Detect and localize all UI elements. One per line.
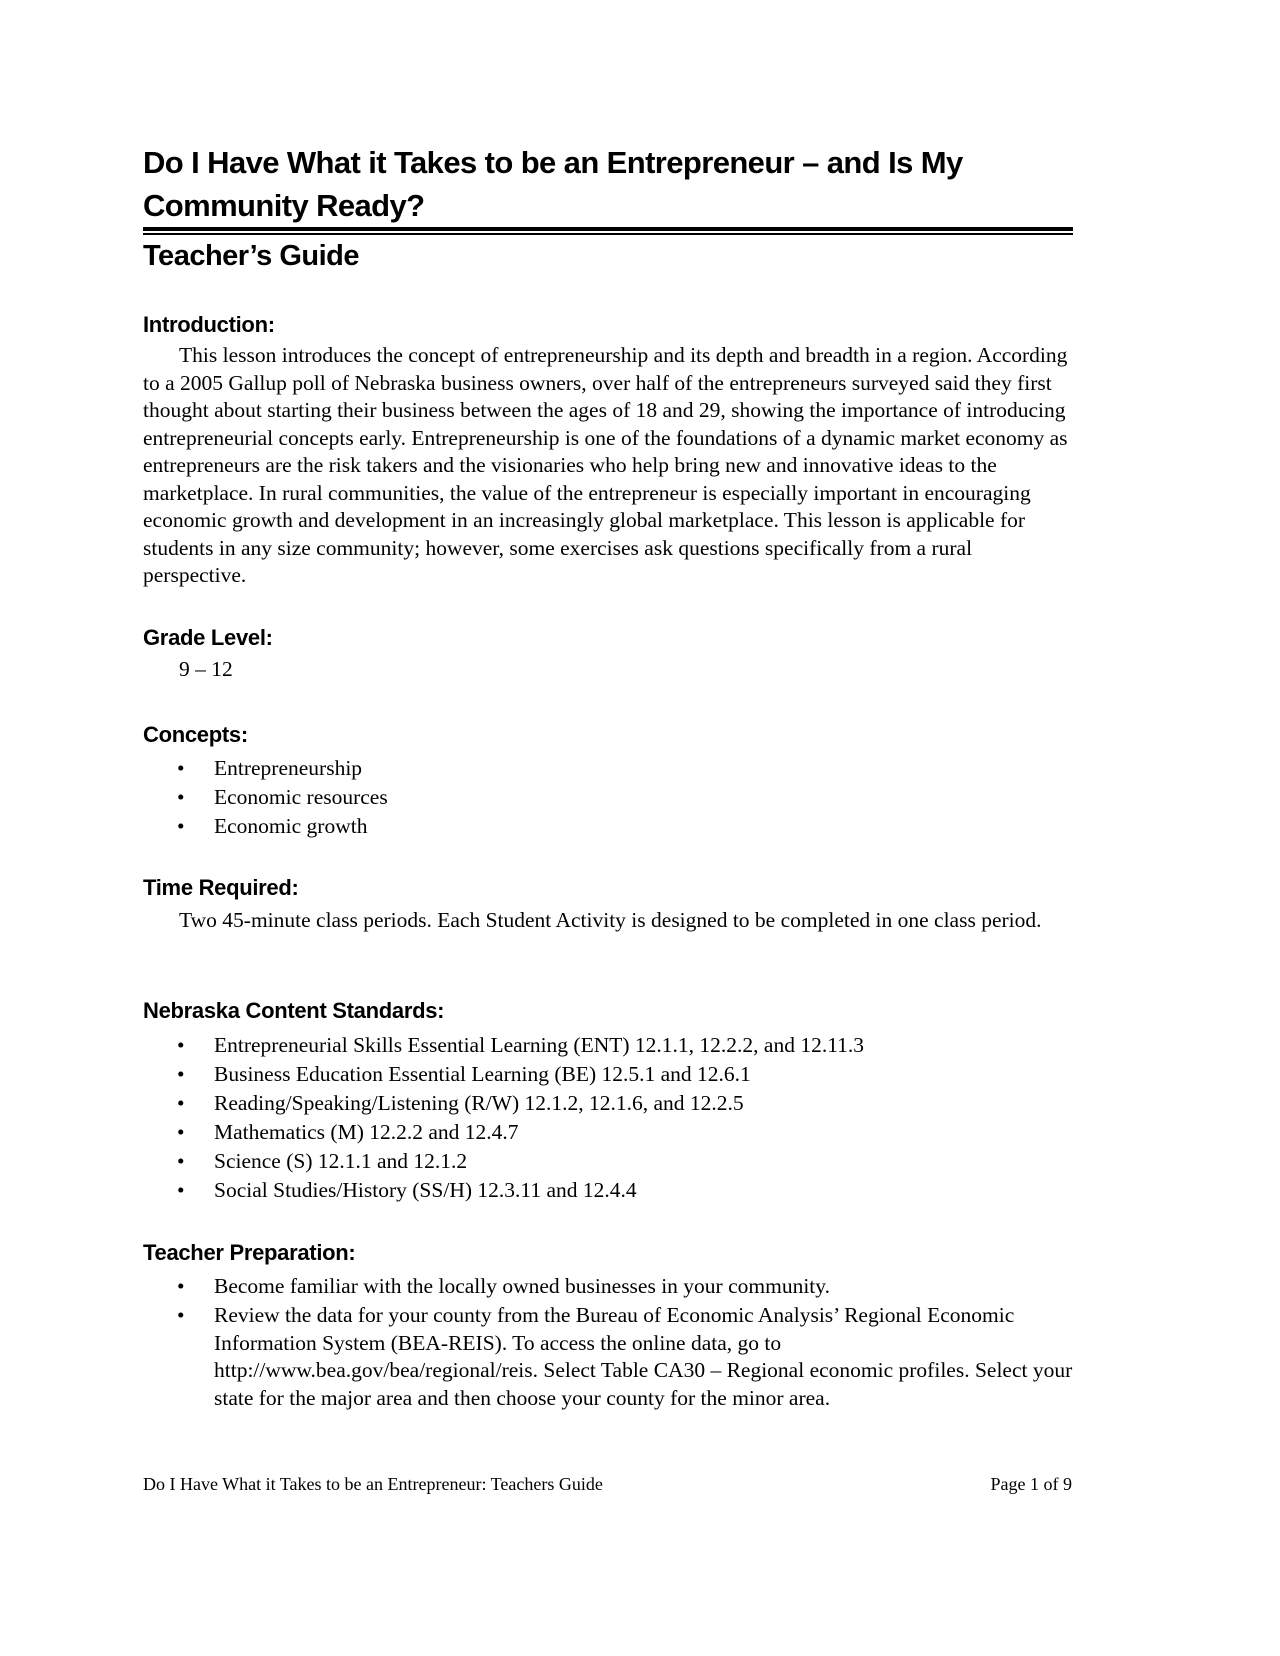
list-item (143, 783, 1073, 812)
bullet-icon: • (177, 1178, 185, 1202)
document-title: Do I Have What it Takes to be an Entrepreneur – and Is My Community Ready? (143, 145, 963, 223)
bullet-icon: • (177, 1149, 185, 1173)
list-item (143, 1118, 1073, 1147)
time-required-text: Two 45-minute class periods. Each Student Activity is designed to be completed in one class period. (179, 908, 1042, 932)
bullet-icon: • (177, 1062, 185, 1086)
standards-list (143, 1031, 1073, 1205)
bullet-icon: • (177, 785, 185, 809)
list-item-text: Economic resources (214, 785, 388, 809)
bullet-icon: • (177, 814, 185, 838)
list-item-text: Business Education Essential Learning (BE) 12.5.1 and 12.6.1 (214, 1062, 751, 1086)
title-rule-thin (143, 233, 1073, 235)
list-item (143, 1147, 1073, 1176)
list-item (143, 1060, 1073, 1089)
list-item-text: Review the data for your county from the Bureau of Economic Analysis’ Regional Economic Information System (BEA-REIS). To access the online data, go to http://www.bea.gov/bea/regional/reis. Select Table CA30 – Regional economic profiles. Select your state for the major area and then choose your county for the minor area. (214, 1303, 1073, 1410)
introduction-heading: Introduction: (143, 312, 275, 337)
title-rule-thick (143, 227, 1073, 231)
list-item-text: Social Studies/History (SS/H) 12.3.11 and 12.4.4 (214, 1178, 637, 1202)
list-item-text: Entrepreneurship (214, 756, 363, 780)
standards-heading: Nebraska Content Standards: (143, 998, 445, 1023)
list-item-text: Entrepreneurial Skills Essential Learning (ENT) 12.1.1, 12.2.2, and 12.11.3 (214, 1033, 865, 1057)
bullet-icon: • (177, 1091, 185, 1115)
grade-level-heading: Grade Level: (143, 625, 273, 650)
bullet-icon: • (177, 1120, 185, 1144)
concepts-list (143, 754, 1073, 841)
list-item (143, 1089, 1073, 1118)
bullet-icon: • (177, 1274, 185, 1298)
document-subtitle: Teacher’s Guide (143, 240, 359, 272)
time-required-heading: Time Required: (143, 875, 299, 900)
bullet-icon: • (177, 1033, 185, 1057)
list-item (143, 1031, 1073, 1060)
list-item (143, 754, 1073, 783)
introduction-text: This lesson introduces the concept of entrepreneurship and its depth and breadth in a region. According to a 2005 Gallup poll of Nebraska business owners, over half of the entrepreneurs surveyed said they first thought about starting their business between the ages of 18 and 29, showing the importance of introducing entrepreneurial concepts early. Entrepreneurship is one of the foundations of a dynamic market economy as entrepreneurs are the risk takers and the visionaries who help bring new and innovative ideas to the marketplace. In rural communities, the value of the entrepreneur is especially important in encouraging economic growth and development in an increasingly global marketplace. This lesson is applicable for students in any size community; however, some exercises ask questions specifically from a rural perspective. (143, 343, 1068, 587)
bullet-icon: • (177, 1303, 185, 1327)
list-item-text: Reading/Speaking/Listening (R/W) 12.1.2, 12.1.6, and 12.2.5 (214, 1091, 744, 1115)
list-item-text: Mathematics (M) 12.2.2 and 12.4.7 (214, 1120, 519, 1144)
grade-level-text: 9 – 12 (179, 657, 233, 681)
list-item (143, 1302, 1073, 1412)
preparation-list (143, 1272, 1073, 1412)
list-item-text: Economic growth (214, 814, 368, 838)
list-item (143, 812, 1073, 841)
footer-title: Do I Have What it Takes to be an Entrepreneur: Teachers Guide (143, 1474, 603, 1494)
preparation-heading: Teacher Preparation: (143, 1240, 356, 1265)
list-item (143, 1176, 1073, 1205)
concepts-heading: Concepts: (143, 722, 248, 747)
bullet-icon: • (177, 756, 185, 780)
list-item (143, 1272, 1073, 1301)
list-item-text: Become familiar with the locally owned businesses in your community. (214, 1274, 831, 1298)
page-number: Page 1 of 9 (990, 1474, 1072, 1494)
list-item-text: Science (S) 12.1.1 and 12.1.2 (214, 1149, 468, 1173)
